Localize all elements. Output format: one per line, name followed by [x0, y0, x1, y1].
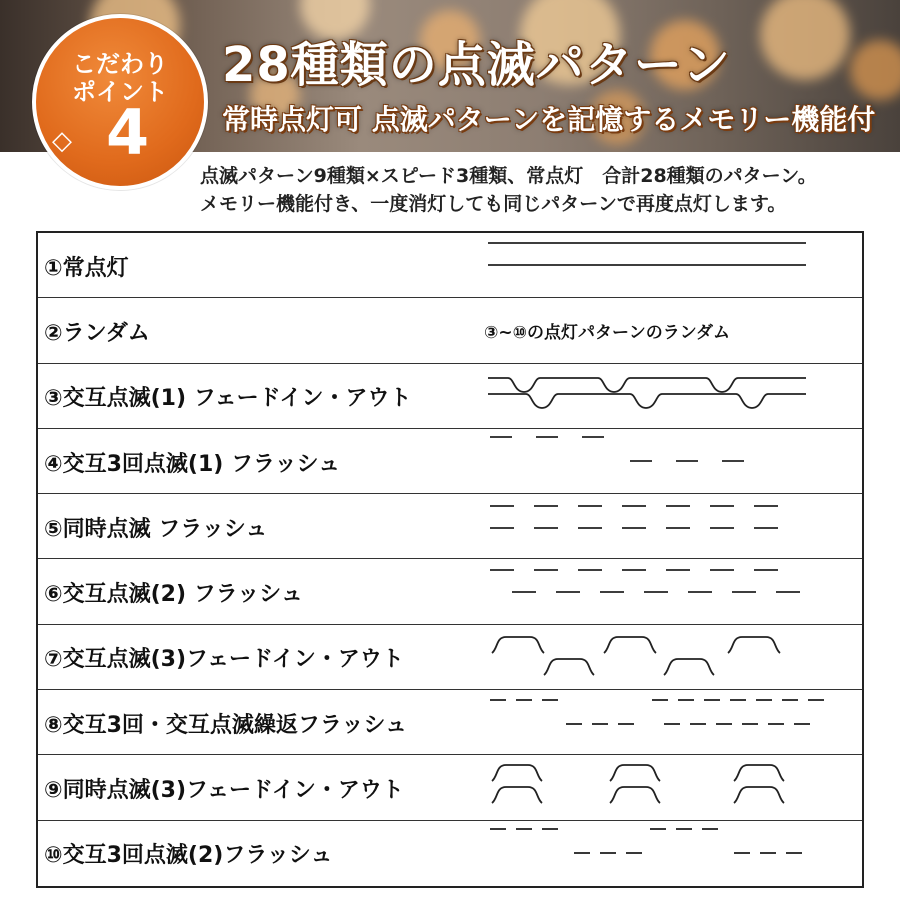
page-title: 28種類の点滅パターン: [222, 37, 731, 93]
pattern-diagram: [478, 233, 858, 298]
pattern-diagram: [478, 364, 858, 429]
badge-text-line2: ポイント: [72, 78, 168, 106]
pattern-row: [38, 560, 862, 625]
pattern-row: [38, 625, 862, 690]
diamond-icon: ◇: [52, 126, 72, 156]
pattern-row: [38, 690, 862, 755]
page-subtitle: 常時点灯可 点滅パターンを記憶するメモリー機能付: [222, 103, 876, 136]
pattern-label: ⑩交互3回点滅(2)フラッシュ: [44, 843, 333, 869]
point-badge: [32, 14, 208, 190]
pattern-table: [36, 231, 864, 888]
pattern-label: ⑨同時点滅(3)フェードイン・アウト: [44, 778, 404, 804]
badge-number: 4: [106, 96, 150, 169]
pattern-row: [38, 821, 862, 886]
pattern-row: [38, 755, 862, 820]
pattern-diagram: [478, 625, 858, 690]
description: [200, 162, 817, 218]
pattern-diagram: [478, 560, 858, 625]
pattern-label: ④交互3回点滅(1) フラッシュ: [44, 451, 341, 477]
pattern-label: ⑧交互3回・交互点滅繰返フラッシュ: [44, 712, 408, 738]
pattern-row: [38, 233, 862, 298]
pattern-label: ⑤同時点滅 フラッシュ: [44, 516, 268, 542]
pattern-diagram: [478, 690, 858, 755]
random-pattern-text: ③~⑩の点灯パターンのランダム: [484, 323, 731, 344]
pattern-row: [38, 429, 862, 494]
pattern-diagram: [478, 494, 858, 559]
pattern-label: ②ランダム: [44, 320, 150, 346]
pattern-label: ⑥交互点滅(2) フラッシュ: [44, 582, 303, 608]
pattern-row: [38, 364, 862, 429]
description-line: メモリー機能付き、一度消灯しても同じパターンで再度点灯します。: [200, 193, 787, 215]
pattern-diagram: [478, 755, 858, 820]
pattern-label: ⑦交互点滅(3)フェードイン・アウト: [44, 647, 404, 673]
pattern-label: ①常点灯: [44, 255, 129, 281]
pattern-row: [38, 298, 862, 363]
pattern-row: [38, 494, 862, 559]
description-line: 点滅パターン9種類×スピード3種類、常点灯 合計28種類のパターン。: [200, 165, 817, 187]
pattern-diagram: [478, 429, 858, 494]
pattern-diagram: [478, 821, 858, 886]
pattern-label: ③交互点滅(1) フェードイン・アウト: [44, 386, 412, 412]
badge-text-line1: こだわり: [72, 50, 168, 78]
